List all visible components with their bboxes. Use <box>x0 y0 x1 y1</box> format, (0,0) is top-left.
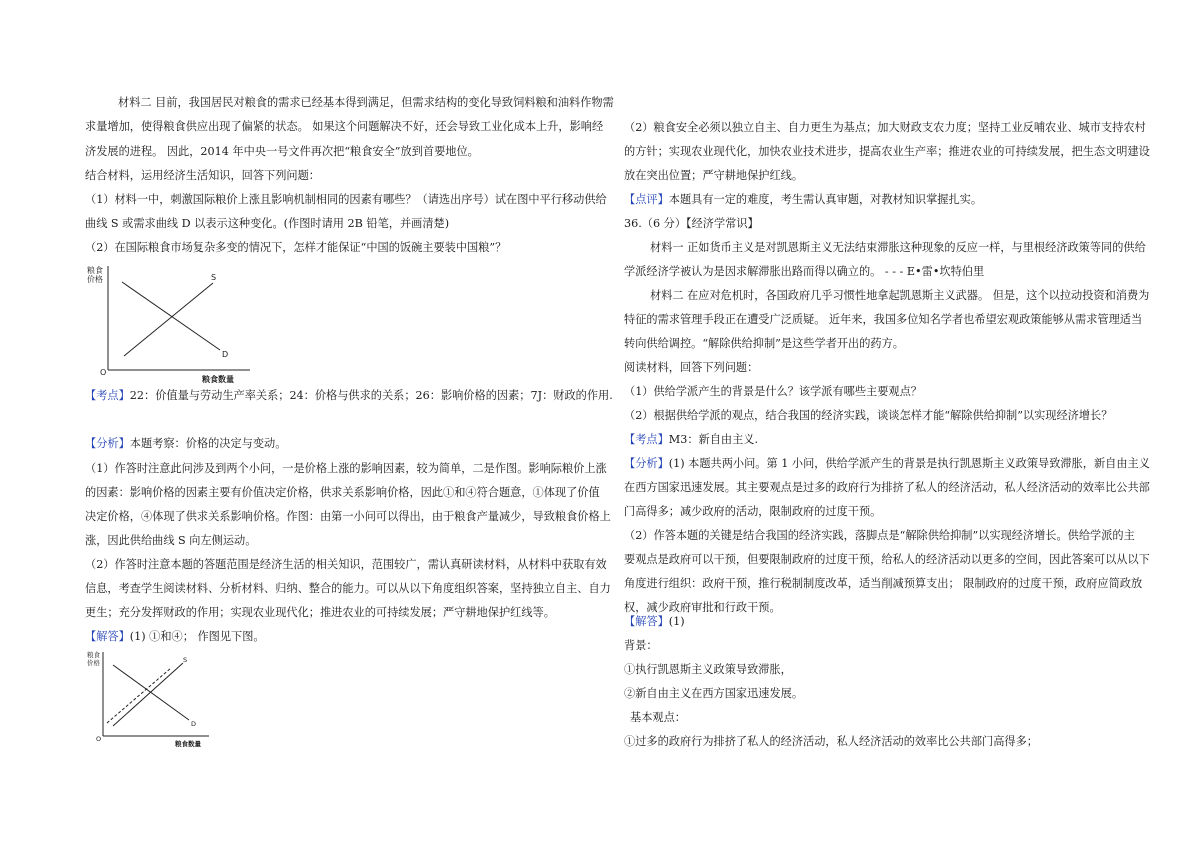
question-1-line-1: （1）材料一中，刺激国际粮价上涨且影响机制相同的因素有哪些？（请选出序号）试在图中平行移动供给 <box>85 193 607 206</box>
graph-y-label-1: 粮食 <box>87 651 100 659</box>
supply-curve <box>124 283 213 356</box>
fenxi-tag: 【分析】 <box>624 457 669 470</box>
kaodian-line <box>85 389 613 403</box>
material-2-line-3: 济发展的进程。 因此，2014 年中央一号文件再次把“粮食安全”放到首要地位。 <box>85 145 479 158</box>
fenxi-text: (1) 本题共两小问。第 1 小问，供给学派产生的背景是执行凯恩斯主义政策导致滞胀，新自由主义 <box>668 457 1150 470</box>
graph-origin: O <box>96 735 102 743</box>
material-1-line-2: 学派经济学被认为是因求解滞胀出路而得以确立的。 - - - E•雷•坎特伯里 <box>624 265 985 278</box>
analysis-2-line-3: 角度进行组织：政府干预，推行税制制度改革，适当削减预算支出； 限制政府的过度干预，政府应简政放 <box>624 577 1143 590</box>
kaodian-line <box>624 433 758 447</box>
dianping-text: 本题具有一定的难度，考生需认真审题，对教材知识掌握扎实。 <box>668 193 983 206</box>
shifted-supply-curve <box>107 668 171 723</box>
dianping-line <box>624 193 982 207</box>
supply-demand-graph <box>85 260 255 386</box>
demand-label: D <box>222 350 229 359</box>
kaodian-text: M3：新自由主义. <box>668 433 759 446</box>
question-1: （1）供给学派产生的背景是什么？该学派有哪些主要观点？ <box>624 385 922 398</box>
material-1-line-1: 材料一 正如货币主义是对凯恩斯主义无法结束滞胀这种现象的反应一样，与里根经济政策等同的供给 <box>650 241 1146 254</box>
analysis-2-line-4: 权，减少政府审批和行政干预。 <box>624 601 781 614</box>
analysis-2-line-3: 更生；充分发挥财政的作用；实现农业现代化；推进农业的可持续发展；严守耕地保护红线等。 <box>85 606 555 619</box>
jieda-line <box>85 630 265 644</box>
jieda-text: (1) ①和④； 作图见下图。 <box>129 630 265 643</box>
analysis-1-line-4: 涨，因此供给曲线 S 向左侧运动。 <box>85 534 257 547</box>
demand-label: D <box>191 720 197 728</box>
material-2-line-3: 转向供给调控。“解除供给抑制”是这些学者开出的药方。 <box>624 337 904 350</box>
graph-y-label-2: 价格 <box>87 275 103 284</box>
dianping-tag: 【点评】 <box>624 193 669 206</box>
question-2: （2）在国际粮食市场复杂多变的情况下，怎样才能保证“中国的饭碗主要装中国粮”？ <box>85 241 507 254</box>
question-1-line-2: 曲线 S 或需求曲线 D 以表示这种变化。(作图时请用 2B 铅笔，并画清楚) <box>85 217 450 230</box>
jieda-tag: 【解答】 <box>624 615 669 628</box>
answer-2-line-1: （2）粮食安全必须以独立自主、自力更生为基点；加大财政支农力度；坚持工业反哺农业、城市支持农村 <box>624 121 1146 134</box>
fenxi-text: 本题考察：价格的决定与变动。 <box>129 437 287 450</box>
fenxi-tag: 【分析】 <box>85 437 130 450</box>
material-2-line-2: 特征的需求管理手段正在遭受广泛质疑。 近年来，我国多位知名学者也希望宏观政策能够从需求管理适当 <box>624 313 1143 326</box>
fenxi-line <box>624 457 1150 471</box>
analysis-1-line-3: 决定价格，④体现了供求关系影响价格。作图：由第一小问可以得出，由于粮食产量减少，导致粮食价格上 <box>85 510 611 523</box>
demand-curve <box>113 665 189 720</box>
supply-label: S <box>211 273 217 282</box>
material-2-line-2: 求量增加，使得粮食供应出现了偏紧的状态。 如果这个问题解决不好，还会导致工业化成本上升，影响经 <box>85 120 604 133</box>
analysis-1-line-2: 的因素：影响价格的因素主要有价值决定价格，供求关系影响价格，因此①和④符合题意，①体现了价值 <box>85 486 600 499</box>
basic-views-label: 基本观点： <box>630 711 686 724</box>
answer-2-line-2: 的方针；实现农业现代化，加快农业技术进步，提高农业生产率；推进农业的可持续发展，把生态文明建设 <box>624 145 1150 158</box>
jieda-line <box>624 615 685 629</box>
material-2-line-1: 材料二 目前，我国居民对粮食的需求已经基本得到满足，但需求结构的变化导致饲料粮和油料作物需 <box>118 96 614 109</box>
jieda-text: (1) <box>668 615 685 628</box>
analysis-2-line-2: 信息，考查学生阅读材料、分析材料、归纳、整合的能力。可以从以下角度组织答案，坚持独立自主、自力 <box>85 582 611 595</box>
graph-x-label: 粮食数量 <box>175 740 201 748</box>
question-prompt: 阅读材料，回答下列问题： <box>624 361 759 374</box>
background-item-1: ①执行凯恩斯主义政策导致滞胀， <box>624 663 792 676</box>
demand-curve <box>122 282 220 350</box>
analysis-1-line-1: （1）作答时注意此问涉及到两个小问，一是价格上涨的影响因素，较为简单，二是作图。影响际粮价上涨 <box>85 462 607 475</box>
analysis-2-line-2: 要观点是政府可以干预，但要限制政府的过度干预，给私人的经济活动以更多的空间，因此答案可以从以下 <box>624 553 1150 566</box>
answer-2-line-3: 放在突出位置；严守耕地保护红线。 <box>624 169 804 182</box>
material-2-line-1: 材料二 在应对危机时，各国政府几乎习惯性地拿起凯恩斯主义武器。 但是，这个以拉动投资和消费为 <box>650 289 1150 302</box>
question-36-heading: 36.（6 分）【经济学常识】 <box>624 217 759 230</box>
question-prompt: 结合材料，运用经济生活知识，回答下列问题： <box>85 169 320 182</box>
kaodian-tag: 【考点】 <box>624 433 669 446</box>
kaodian-text: 22：价值量与劳动生产率关系；24：价格与供求的关系；26：影响价格的因素；7J：财政的作用. <box>129 389 613 402</box>
supply-label: S <box>183 656 188 664</box>
analysis-2-line-1: （2）作答本题的关键是结合我国的经济实践，落脚点是“解除供给抑制”以实现经济增长。供给学派的主 <box>624 529 1135 542</box>
graph-y-label-1: 粮食 <box>87 266 103 275</box>
analysis-1-line-3: 门高得多；减少政府的活动，限制政府的过度干预。 <box>624 505 882 518</box>
graph-origin: O <box>100 368 107 377</box>
graph-y-label-2: 价格 <box>87 659 100 667</box>
question-2: （2）根据供给学派的观点，结合我国的经济实践，谈谈怎样才能“解除供给抑制”以实现经济增长？ <box>624 409 1113 422</box>
jieda-tag: 【解答】 <box>85 630 130 643</box>
fenxi-line <box>85 437 286 451</box>
answer-graph <box>85 648 215 748</box>
background-item-2: ②新自由主义在西方国家迅速发展。 <box>624 687 804 700</box>
basic-view-item-1: ①过多的政府行为排挤了私人的经济活动，私人经济活动的效率比公共部门高得多； <box>624 735 1038 748</box>
analysis-1-line-2: 在西方国家迅速发展。其主要观点是过多的政府行为排挤了私人的经济活动，私人经济活动的效率比公共部 <box>624 481 1150 494</box>
graph-x-label: 粮食数量 <box>202 375 234 384</box>
analysis-2-line-1: （2）作答时注意本题的答题范围是经济生活的相关知识，范围较广，需认真研读材料，从材料中获取有效 <box>85 558 607 571</box>
background-label: 背景： <box>624 639 658 652</box>
kaodian-tag: 【考点】 <box>85 389 130 402</box>
